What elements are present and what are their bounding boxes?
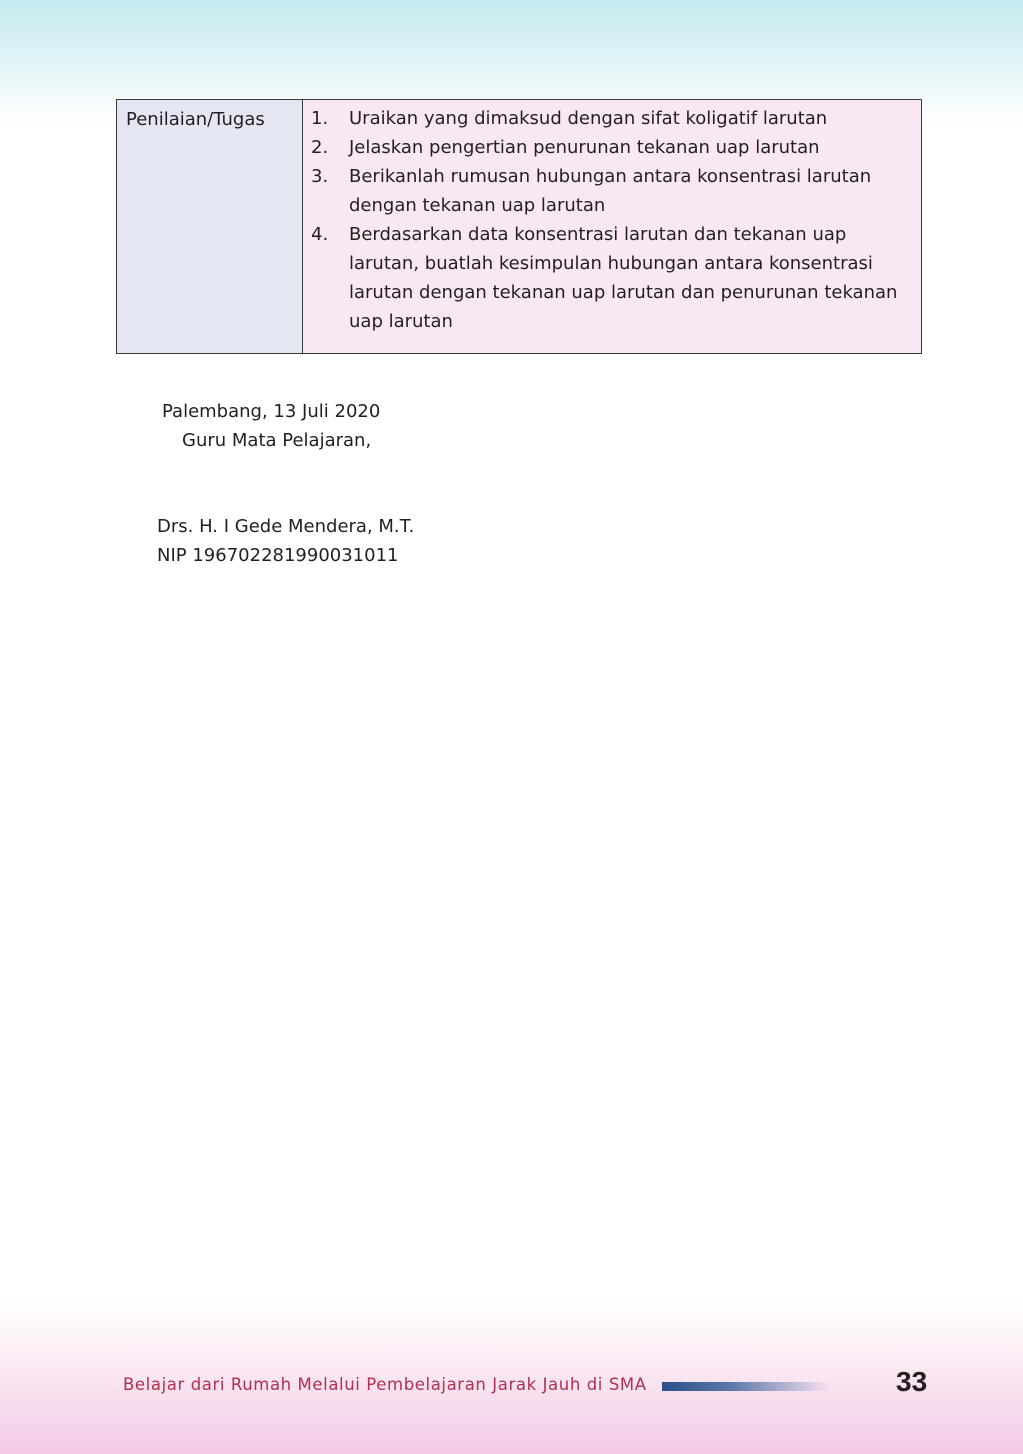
task-item: [311, 220, 911, 336]
task-number: 1.: [311, 108, 329, 129]
task-text: Berikanlah rumusan hubungan antara konsentrasi larutan dengan tekanan uap larutan: [349, 166, 872, 216]
signature-role: Guru Mata Pelajaran,: [182, 430, 372, 451]
task-number: 2.: [311, 137, 329, 158]
task-text: Berdasarkan data konsentrasi larutan dan tekanan uap larutan, buatlah kesimpulan hubungan antara konsentrasi larutan dengan tekanan uap larutan dan penurunan tekanan uap larutan: [349, 224, 898, 332]
task-text: Uraikan yang dimaksud dengan sifat koligatif larutan: [349, 108, 828, 129]
footer-decorative-bar: [662, 1382, 830, 1391]
signature-name: Drs. H. I Gede Mendera, M.T.: [157, 516, 415, 537]
signature-place-date: Palembang, 13 Juli 2020: [162, 401, 381, 422]
task-number: 4.: [311, 224, 329, 245]
signature-nip: NIP 196702281990031011: [157, 545, 399, 566]
assessment-label: Penilaian/Tugas: [117, 100, 303, 353]
page-number: 33: [896, 1366, 928, 1397]
task-item: [311, 104, 911, 133]
assessment-table: [116, 99, 922, 354]
task-item: [311, 133, 911, 162]
task-number: 3.: [311, 166, 329, 187]
task-text: Jelaskan pengertian penurunan tekanan uap larutan: [349, 137, 820, 158]
task-list: [303, 100, 921, 353]
task-item: [311, 162, 911, 220]
footer-book-title: Belajar dari Rumah Melalui Pembelajaran Jarak Jauh di SMA: [123, 1375, 647, 1394]
